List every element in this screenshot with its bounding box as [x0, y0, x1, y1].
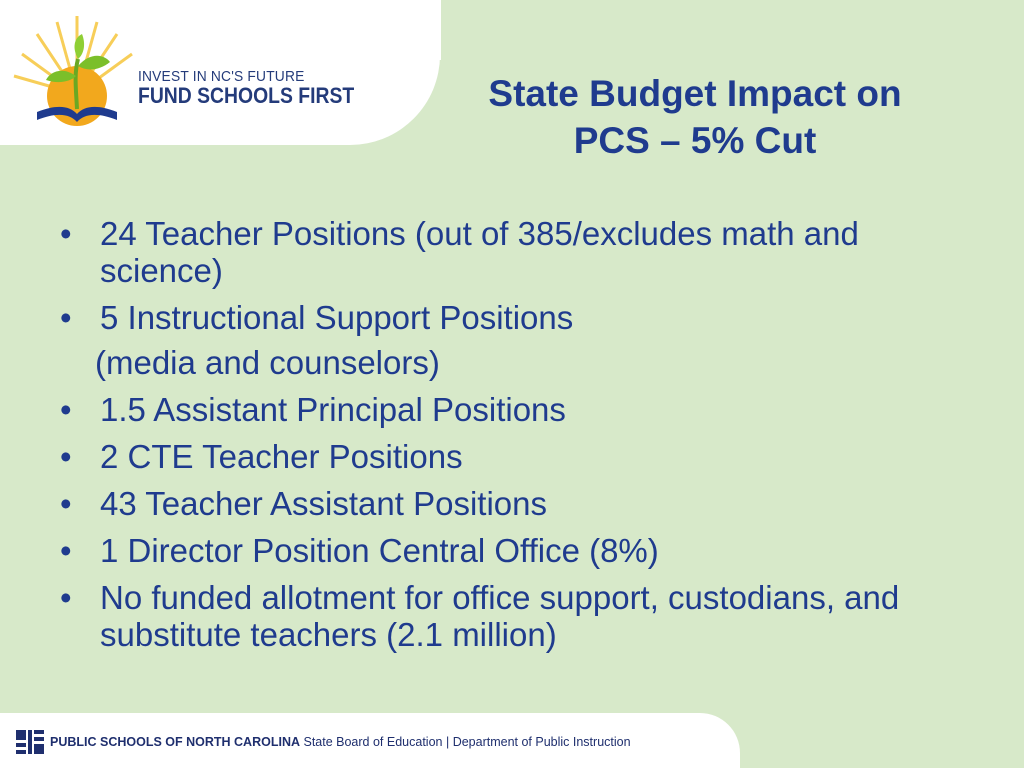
bullet-text: 1 Director Position Central Office (8%) — [100, 532, 659, 569]
bullet-text: 2 CTE Teacher Positions — [100, 438, 463, 475]
footer-org: PUBLIC SCHOOLS OF NORTH CAROLINA — [50, 735, 300, 749]
bullet-dot-icon: • — [60, 299, 72, 336]
footer-dept: Department of Public Instruction — [452, 735, 631, 749]
bullet-dot-icon: • — [60, 438, 72, 475]
bullet-item — [60, 438, 980, 475]
bullet-dot-icon: • — [60, 579, 72, 616]
bullet-dot-icon: • — [60, 485, 72, 522]
bullet-text: (media and counselors) — [95, 344, 440, 381]
bullet-text: 1.5 Assistant Principal Positions — [100, 391, 566, 428]
bullet-list — [60, 215, 980, 663]
logo-tagline: INVEST IN NC'S FUTURE — [138, 68, 305, 85]
bullet-continuation — [60, 344, 980, 381]
title-line-1: State Budget Impact on — [488, 73, 902, 114]
bullet-item — [60, 391, 980, 428]
bullet-text: 5 Instructional Support Positions — [100, 299, 574, 336]
bullet-text: 24 Teacher Positions (out of 385/excludes math and science) — [100, 215, 859, 289]
footer-board: State Board of Education — [303, 735, 443, 749]
bullet-text: No funded allotment for office support, custodians, and substitute teachers (2.1 million) — [100, 579, 900, 653]
bullet-dot-icon: • — [60, 532, 72, 569]
footer-text — [50, 735, 631, 749]
slide-title — [400, 70, 990, 164]
bullet-item — [60, 215, 980, 289]
footer-separator: | — [445, 735, 450, 749]
bullet-text: 43 Teacher Assistant Positions — [100, 485, 547, 522]
sprout-book-logo-icon — [12, 14, 142, 134]
title-line-2: PCS – 5% Cut — [573, 120, 817, 161]
bullet-item — [60, 579, 980, 653]
bullet-item — [60, 299, 980, 336]
bullet-item — [60, 485, 980, 522]
bullet-item — [60, 532, 980, 569]
nc-dpi-emblem-icon — [14, 727, 46, 757]
logo-panel — [0, 0, 440, 145]
bullet-dot-icon: • — [60, 391, 72, 428]
bullet-dot-icon: • — [60, 215, 72, 252]
logo-name: FUND SCHOOLS FIRST — [138, 83, 355, 108]
